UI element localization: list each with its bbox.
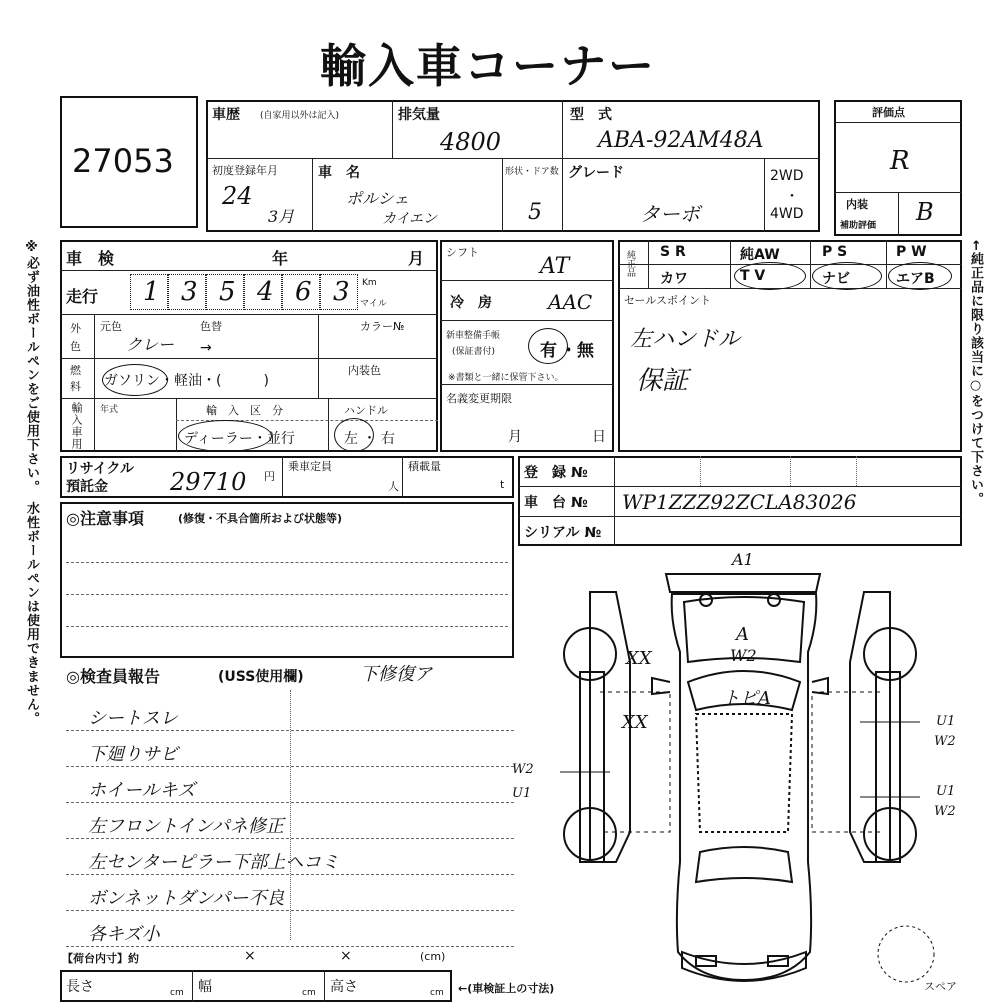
drive-4wd: 4WD [770,206,804,222]
fuel-side-label-1: 燃 [70,364,81,377]
handle-label: ハンドル [344,404,388,417]
diagram-xx-left: XX [626,648,652,669]
lot-number: 27053 [72,142,174,180]
report-rule [66,946,514,947]
doors-label: 形状・ドア数 [505,167,559,177]
diagram-a: A [736,624,749,645]
import-type-value: ディーラー・並行 [184,431,295,447]
recycle-label-2: 預託金 [66,479,108,495]
reg-no-label: 登 録 № [524,465,588,481]
inspector-title: ◎検査員報告 [66,667,160,686]
diagram-a-w2: W2 [730,646,757,665]
length-label: 長さ [66,979,94,995]
dimensions-block [60,970,452,1002]
diagram-right-w2-b: W2 [934,804,956,819]
interior-label-1: 内装 [846,198,868,211]
shaken-year: 年 [272,249,289,268]
mileage-cell [168,274,206,310]
sales-line-2: 保証 [636,366,689,396]
score-label: 評価点 [872,106,905,119]
right-vertical-note: ←純正品に限り該当に○をつけて下さい。 [968,240,983,506]
model-value: ABA-92AM48A [598,128,764,153]
serial-label: シリアル № [524,525,602,541]
load-label: 積載量 [408,460,441,473]
diagram-right-w2-a: W2 [934,734,956,749]
equip-bottom-label: T V [740,268,766,284]
displacement-value: 4800 [440,128,502,156]
import-side-label: 輸入車用 [70,402,83,450]
drive-2wd: 2WD [770,168,804,184]
first-reg-label: 初度登録年月 [212,164,278,177]
color-side-label-2: 色 [70,340,81,353]
name-change-month: 月 [508,429,522,445]
mileage-digit: 4 [257,277,274,307]
mile-label: マイル [360,299,387,309]
length-cm: cm [170,988,184,998]
report-line: 下廻りサビ [88,744,178,765]
diagram-xx-mid: XX [622,712,648,733]
spare-label: スペア [924,980,957,993]
inspector-head: 下修復ア [360,664,432,685]
page-title: 輸入車コーナー [320,39,656,93]
recycle-value: 29710 [170,468,247,496]
equip-bottom-label: エアB [896,271,935,287]
mileage-digit: 3 [181,277,198,307]
color-no-label: カラー№ [360,320,405,333]
mileage-cell [282,274,320,310]
width-cm: cm [302,988,316,998]
recycle-label-1: リサイクル [66,461,135,477]
load-unit: t [500,478,505,491]
shift-value: AT [540,254,570,279]
manual-note: ※書類と一緒に保管下さい。 [448,373,564,383]
color-change-label: 色替 [200,320,222,333]
equip-circle-1 [734,262,806,290]
interior-label-2: 補助評価 [840,221,877,231]
grade-value: ターボ [640,202,700,226]
inspector-sub: (USS使用欄) [218,669,304,685]
fuel-side-label-2: 料 [70,380,81,393]
diagram-a1: A1 [732,550,754,569]
equip-top-label: S R [660,244,686,260]
color-side-label-1: 外 [70,322,81,335]
name-change-day: 日 [592,429,606,445]
import-year-label: 年式 [100,405,119,415]
mileage-cell [320,274,358,310]
handle-circle [334,418,374,452]
mileage-digit: 1 [143,277,160,307]
shift-label: シフト [446,246,479,259]
notes-sub: (修復・不具合箇所および状態等) [178,512,343,525]
diagram-windshield: トピA [722,688,771,709]
capacity-label: 乗車定員 [288,460,332,473]
car-name-line1: ポルシェ [346,189,410,208]
displacement-label: 排気量 [398,107,440,123]
diagram-left-u1: U1 [512,786,532,801]
first-reg-year: 24 [222,182,253,210]
cargo-x1: × [244,948,256,964]
shaken-month: 月 [408,249,425,268]
report-line: ホイールキズ [88,780,196,801]
diagram-right-u1-a: U1 [936,714,956,729]
cargo-x2: × [340,948,352,964]
mileage-cell [206,274,244,310]
color-orig-label: 元色 [100,320,122,333]
doors-value: 5 [528,200,542,225]
equip-top-label: 純AW [740,247,780,263]
height-cm: cm [430,988,444,998]
first-reg-month: 3月 [268,207,295,226]
mileage-label: 走行 [66,287,99,306]
mileage-digit: 3 [333,277,350,307]
report-line: 左フロントインパネ修正 [88,816,284,837]
cargo-label: 【荷台内寸】約 [62,952,139,965]
manual-yes-circle [528,328,568,364]
import-type-circle [178,420,272,452]
history-note: (自家用以外は記入) [260,111,340,121]
name-change-label: 名義変更期限 [446,392,512,405]
equip-top-label: P W [896,244,927,260]
equip-circle-3 [888,262,952,290]
interior-color-label: 内装色 [348,364,381,377]
equip-bottom-label: カワ [660,271,688,287]
report-line: シートスレ [88,708,178,729]
fuel-circle [102,364,168,396]
car-name-label: 車 名 [318,165,360,181]
km-label: Km [362,278,377,288]
interior-value: B [916,198,934,226]
equip-top-label: P S [822,244,848,260]
diagram-left-w2: W2 [512,762,534,777]
model-label: 型 式 [570,107,612,123]
history-label: 車歴 [212,107,240,123]
shaken-label: 車 検 [66,249,115,268]
mileage-cell [130,274,168,310]
ac-label: 冷 房 [450,295,492,311]
cargo-cm: (cm) [420,950,446,963]
equip-bottom-label: ナビ [822,271,850,287]
ac-value: AAC [548,290,593,314]
import-type-label: 輸 入 区 分 [206,404,283,417]
fuel-options: ガソリン・軽油・( ) [104,373,269,389]
grade-label: グレード [568,165,624,181]
manual-label-2: (保証書付) [452,347,496,357]
capacity-unit: 人 [388,480,399,493]
left-vertical-note: ※必ず油性ボールペンをご使用下さい。 水性ボールペンは使用できません。 [24,240,39,726]
score-value: R [890,146,910,176]
manual-no: ・無 [560,341,594,361]
manual-yes: 有 [540,341,557,361]
notes-title: ◎注意事項 [66,509,144,528]
cert-note: ←(車検証上の寸法) [458,982,555,995]
color-orig-value: クレー [126,335,175,354]
manual-label-1: 新車整備手帳 [446,331,501,341]
handle-value: 左 ・ 右 [344,431,395,447]
yen-label: 円 [264,470,275,483]
report-line: ボンネットダンパー不良 [88,888,285,909]
sales-line-1: 左ハンドル [630,327,741,352]
sales-point-label: セールスポイント [624,294,712,307]
report-line: 左センターピラー下部上ヘコミ [88,852,340,873]
chassis-value: WP1ZZZ92ZCLA83026 [622,490,857,514]
equip-circle-2 [812,262,882,290]
mileage-digit: 6 [295,277,312,307]
drive-dot: ・ [785,189,799,205]
car-name-line2: カイエン [382,211,438,227]
chassis-label: 車 台 № [524,495,588,511]
width-label: 幅 [198,979,212,995]
report-line: 各キズ小 [88,924,160,945]
mileage-cell [244,274,282,310]
diagram-right-u1-b: U1 [936,784,956,799]
height-label: 高さ [330,979,358,995]
color-arrow: → [200,340,212,356]
equipment-side-label: 純正品 [625,250,635,277]
car-diagram [520,532,960,1002]
mileage-digit: 5 [219,277,236,307]
